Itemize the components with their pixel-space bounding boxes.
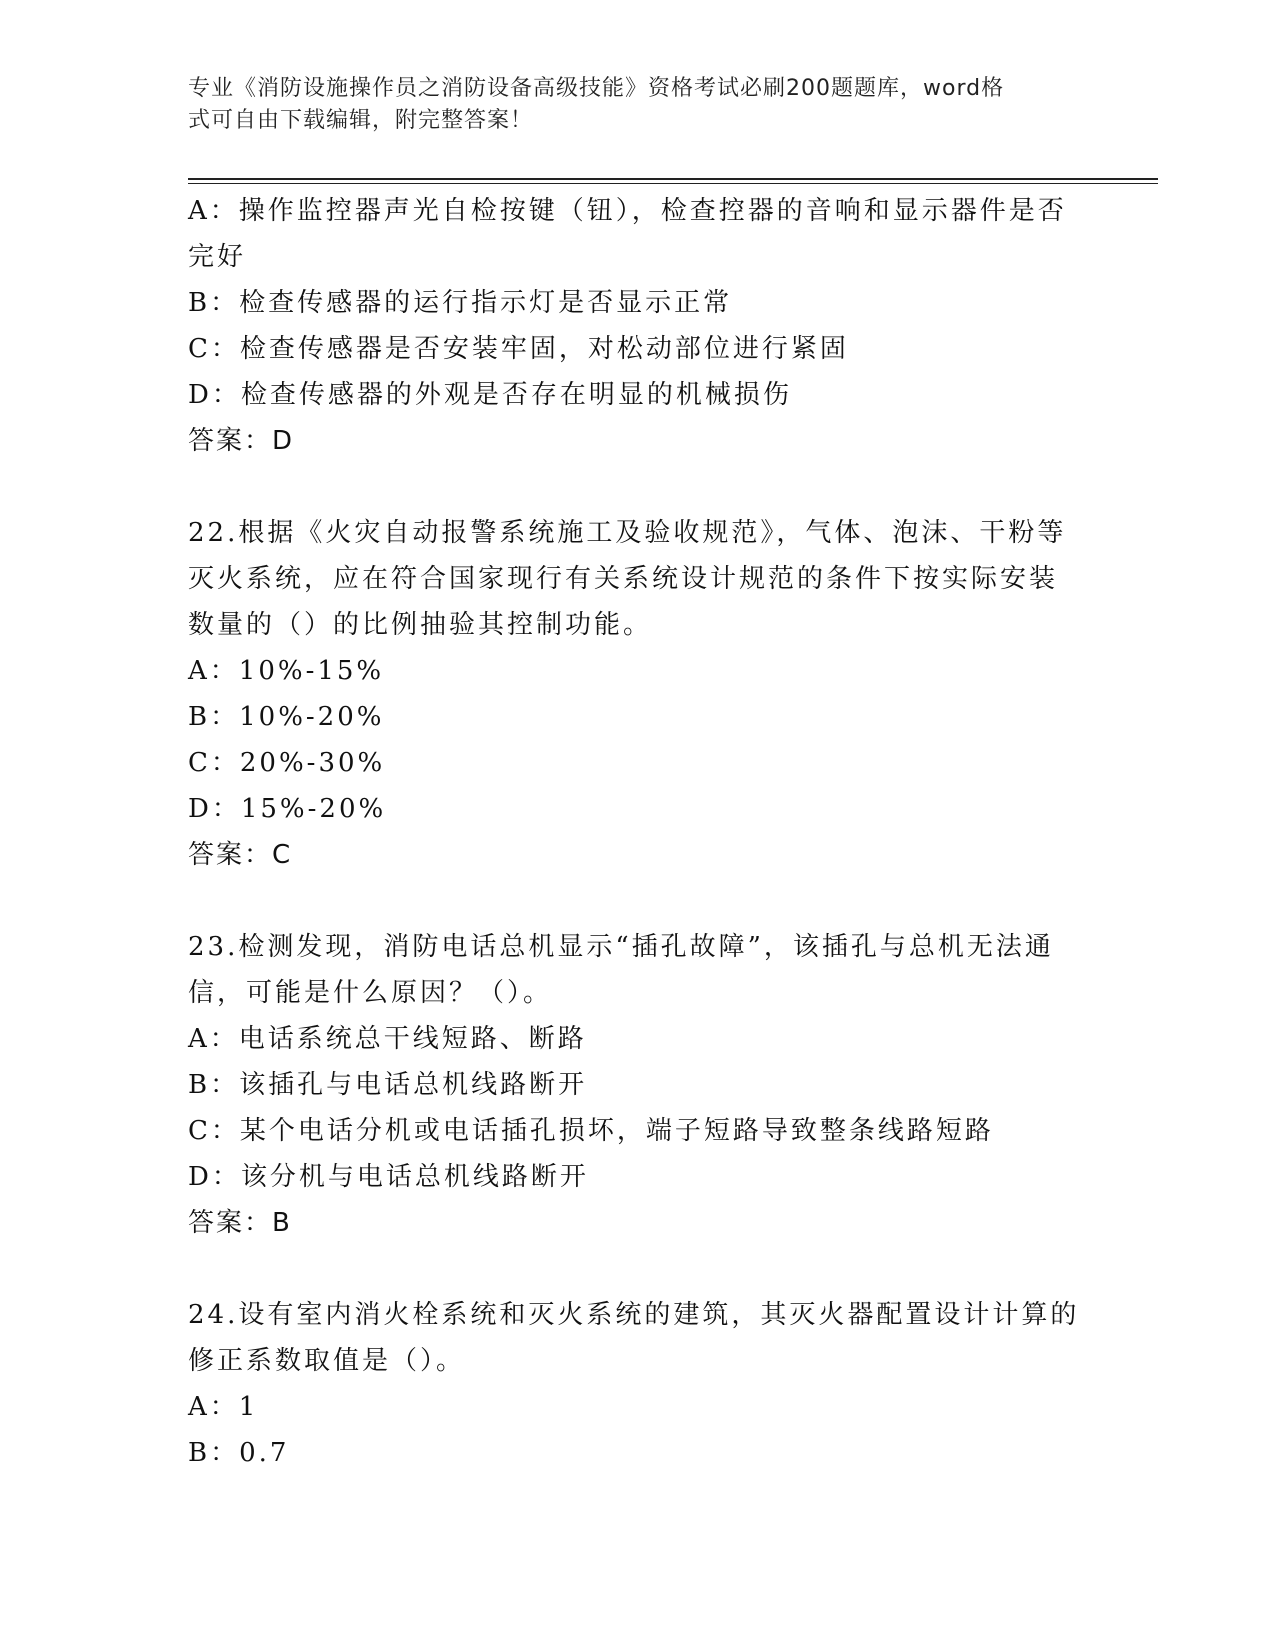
option-d: D：15%-20%: [188, 794, 387, 824]
option-d: D：检查传感器的外观是否存在明显的机械损伤: [188, 380, 792, 410]
question-text-line: 22.根据《火灾自动报警系统施工及验收规范》，气体、泡沫、干粉等: [188, 518, 1067, 548]
previous-question: [188, 188, 1088, 464]
question-text-line: 24.设有室内消火栓系统和灭火系统的建筑，其灭火器配置设计计算的: [188, 1300, 1080, 1330]
option-b: B：检查传感器的运行指示灯是否显示正常: [188, 288, 733, 318]
header-line-2: 式可自由下载编辑，附完整答案！: [188, 108, 534, 133]
question-list: [188, 188, 1088, 1476]
document-header: [188, 73, 1068, 137]
question-text-line: 灭火系统，应在符合国家现行有关系统设计规范的条件下按实际安装: [188, 564, 1059, 594]
option-a: A：1: [188, 1392, 259, 1422]
option-c: C：20%-30%: [188, 748, 386, 778]
question-24: [188, 1292, 1088, 1476]
option-c: C：某个电话分机或电话插孔损坏，端子短路导致整条线路短路: [188, 1116, 994, 1146]
option-b: B：该插孔与电话总机线路断开: [188, 1070, 588, 1100]
question-text-line: 信，可能是什么原因？（）。: [188, 978, 553, 1008]
option-a: A：操作监控器声光自检按键（钮），检查控器的音响和显示器件是否: [188, 196, 1067, 226]
question-text-line: 数量的（）的比例抽验其控制功能。: [188, 610, 653, 640]
option-c: C：检查传感器是否安装牢固，对松动部位进行紧固: [188, 334, 849, 364]
question-text-line: 修正系数取值是（）。: [188, 1346, 466, 1376]
option-a: A：电话系统总干线短路、断路: [188, 1024, 587, 1054]
answer-line: 答案：B: [188, 1208, 292, 1238]
header-rule-thick: [188, 178, 1158, 180]
answer-line: 答案：D: [188, 426, 295, 456]
header-rule-thin: [188, 183, 1158, 184]
option-a-continued: 完好: [188, 242, 247, 272]
option-b: B：10%-20%: [188, 702, 385, 732]
option-a: A：10%-15%: [188, 656, 385, 686]
question-text-line: 23.检测发现，消防电话总机显示“插孔故障”，该插孔与总机无法通: [188, 932, 1054, 962]
question-23: [188, 924, 1088, 1246]
option-b: B：0.7: [188, 1438, 290, 1468]
question-22: [188, 510, 1088, 878]
answer-line: 答案：C: [188, 840, 293, 870]
option-d: D：该分机与电话总机线路断开: [188, 1162, 589, 1192]
header-line-1: 专业《消防设施操作员之消防设备高级技能》资格考试必刷200题题库，word格: [188, 76, 1005, 101]
